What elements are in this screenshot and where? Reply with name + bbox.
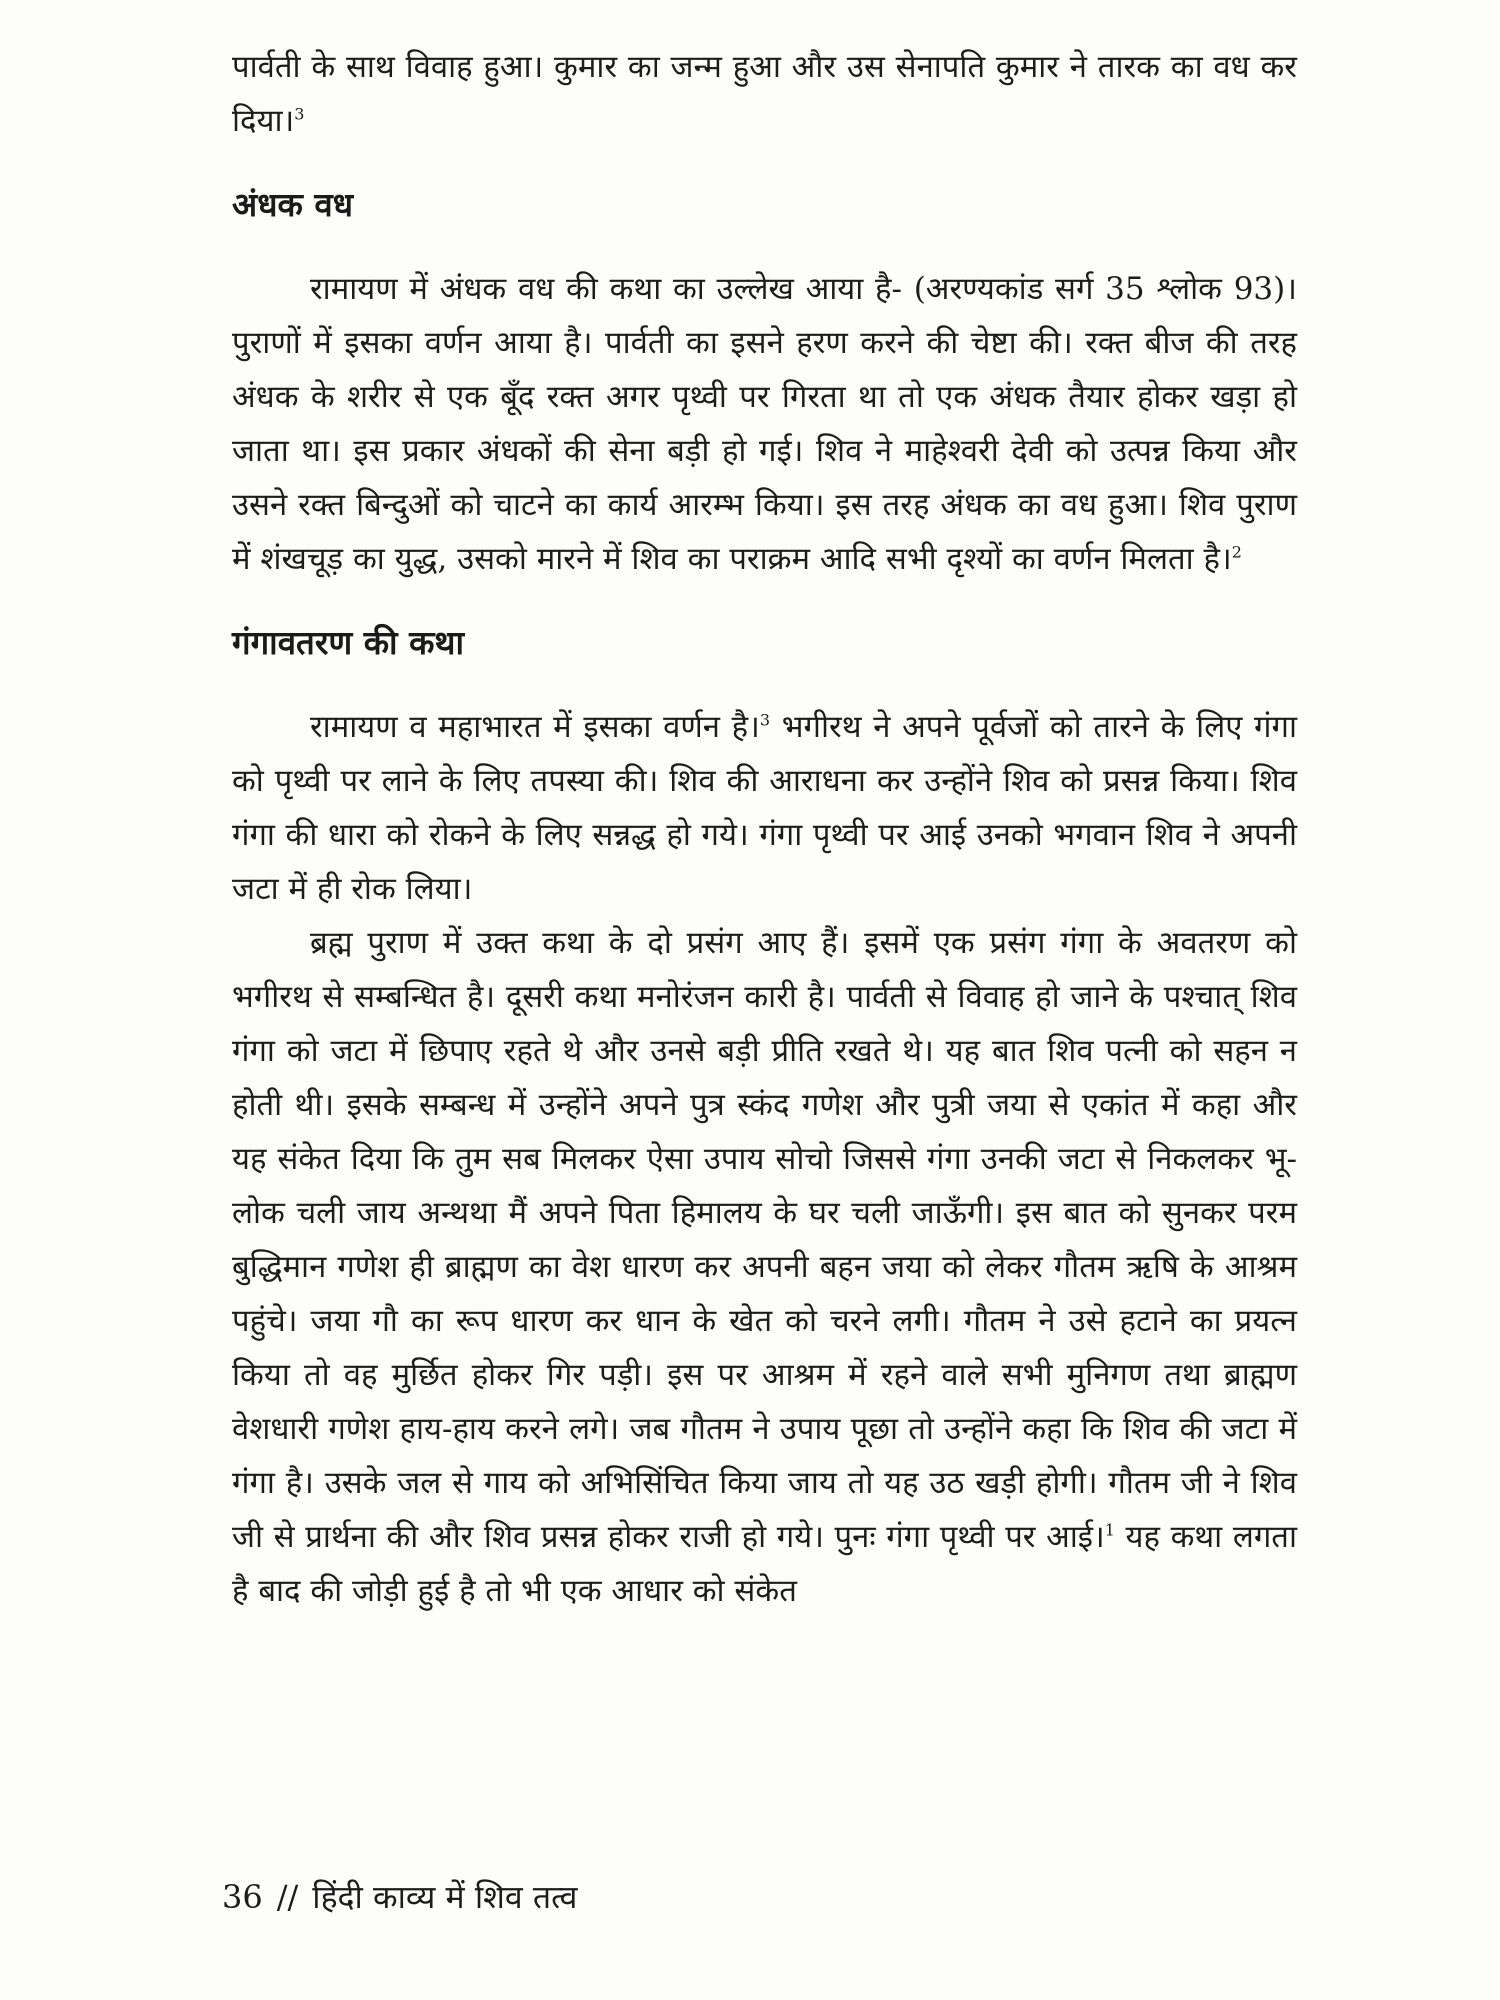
footer-separator: // (276, 1878, 299, 1916)
ganga-paragraph-2-text-a: ब्रह्म पुराण में उक्त कथा के दो प्रसंग आए हैं। इसमें एक प्रसंग गंगा के अवतरण को भगीरथ से सम्बन्धित है। दूसरी कथा मनोरंजन कारी है। पार्वती से विवाह हो जाने के पश्चात् शिव गंगा को जटा में छिपाए रहते थे और उनसे बड़ी प्रीति रखते थे। यह बात शिव पत्नी को सहन न होती थी। इसके सम्बन्ध में उन्होंने अपने पुत्र स्कंद गणेश और पुत्री जया से एकांत में कहा और यह संकेत दिया कि तुम सब मिलकर ऐसा उपाय सोचो जिससे गंगा उनकी जटा से निकलकर भू-लोक चली जाय अन्थथा मैं अपने पिता हिमालय के घर चली जाऊँगी। इस बात को सुनकर परम बुद्धिमान गणेश ही ब्राह्मण का वेश धारण कर अपनी बहन जया को लेकर गौतम ऋषि के आश्रम पहुंचे। जया गौ का रूप धारण कर धान के खेत को चरने लगी। गौतम ने उसे हटाने का प्रयत्न किया तो वह मुर्छित होकर गिर पड़ी। इस पर आश्रम में रहने वाले सभी मुनिगण तथा ब्राह्मण वेशधारी गणेश हाय-हाय करने लगे। जब गौतम ने उपाय पूछा तो उन्होंने कहा कि शिव की जटा में गंगा है। उसके जल से गाय को अभिसिंचित किया जाय तो यह उठ खड़ी होगी। गौतम जी ने शिव जी से प्रार्थना की और शिव प्रसन्न होकर राजी हो गये। पुनः गंगा पृथ्वी पर आई। (232, 925, 1297, 1555)
ganga-paragraph-1 (232, 700, 1297, 916)
ganga-paragraph-2 (232, 916, 1297, 1618)
page-body (232, 40, 1297, 1618)
andhak-paragraph (232, 262, 1297, 586)
andhak-paragraph-text: रामायण में अंधक वध की कथा का उल्लेख आया है- (अरण्यकांड सर्ग 35 श्लोक 93)। पुराणों में इसका वर्णन आया है। पार्वती का इसने हरण करने की चेष्टा की। रक्त बीज की तरह अंधक के शरीर से एक बूँद रक्त अगर पृथ्वी पर गिरता था तो एक अंधक तैयार होकर खड़ा हो जाता था। इस प्रकार अंधकों की सेना बड़ी हो गई। शिव ने माहेश्वरी देवी को उत्पन्न किया और उसने रक्त बिन्दुओं को चाटने का कार्य आरम्भ किया। इस तरह अंधक का वध हुआ। शिव पुराण में शंखचूड़ का युद्ध, उसको मारने में शिव का पराक्रम आदि सभी दृश्यों का वर्णन मिलता है। (232, 271, 1297, 577)
footnote-marker: 1 (1104, 1520, 1115, 1540)
footnote-marker: 3 (294, 104, 305, 124)
footnote-marker: 3 (759, 710, 771, 730)
section-heading-andhak-vadh: अंधक वध (232, 185, 353, 224)
page-footer (222, 1877, 577, 1917)
footnote-marker: 2 (1231, 542, 1242, 562)
section-heading-gangavataran: गंगावतरण की कथा (232, 623, 465, 662)
ganga-paragraph-1-text-a: रामायण व महाभारत में इसका वर्णन है। (310, 709, 760, 745)
ganga-paragraph-1-text-b: भगीरथ ने अपने पूर्वजों को तारने के लिए गंगा को पृथ्वी पर लाने के लिए तपस्या की। शिव की आराधना कर उन्होंने शिव को प्रसन्न किया। शिव गंगा की धारा को रोकने के लिए सन्नद्ध हो गये। गंगा पृथ्वी पर आई उनको भगवान शिव ने अपनी जटा में ही रोक लिया। (232, 709, 1297, 907)
continuation-paragraph (232, 40, 1297, 148)
page-number: 36 (222, 1878, 263, 1916)
continuation-text: पार्वती के साथ विवाह हुआ। कुमार का जन्म हुआ और उस सेनापति कुमार ने तारक का वध कर दिया। (232, 49, 1297, 139)
ganga-paragraph-2-text-b: यह कथा लगता है बाद की जोड़ी हुई है तो भी एक आधार को संकेत (232, 1519, 1297, 1609)
running-book-title: हिंदी काव्य में शिव तत्व (312, 1878, 578, 1916)
